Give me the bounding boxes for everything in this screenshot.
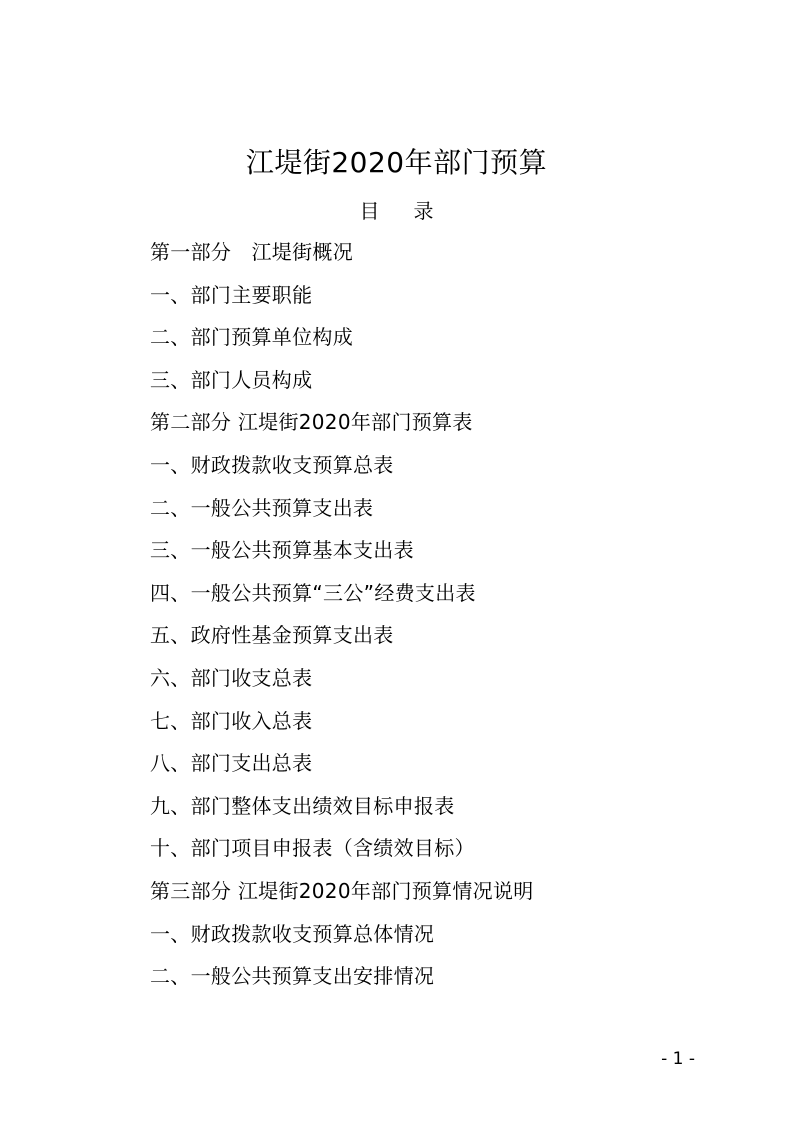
- toc-heading: [0, 197, 793, 225]
- toc-heading-right: 录: [413, 199, 434, 223]
- toc-part-1: 第一部分 江堤街概况: [150, 240, 353, 264]
- table-of-contents: [150, 236, 534, 1003]
- toc-item: 六、部门收支总表: [150, 665, 313, 690]
- toc-item: 一、部门主要职能: [150, 282, 313, 307]
- toc-item: 二、一般公共预算支出表: [150, 495, 374, 520]
- toc-item: 五、政府性基金预算支出表: [150, 623, 394, 648]
- toc-item: 七、部门收入总表: [150, 708, 313, 733]
- toc-item: 四、一般公共预算“三公”经费支出表: [150, 580, 476, 605]
- toc-item: 一、财政拨款收支预算总体情况: [150, 921, 435, 946]
- page-number: - 1 -: [661, 1049, 695, 1069]
- toc-part-2: 第二部分 江堤街2020年部门预算表: [150, 410, 473, 435]
- toc-item: 九、部门整体支出绩效目标申报表: [150, 793, 455, 818]
- toc-item: 三、部门人员构成: [150, 367, 313, 392]
- toc-item: 二、一般公共预算支出安排情况: [150, 964, 435, 989]
- toc-heading-left: 目: [359, 199, 380, 223]
- toc-item: 十、部门项目申报表（含绩效目标）: [150, 836, 475, 861]
- toc-item: 八、部门支出总表: [150, 751, 313, 776]
- toc-item: 一、财政拨款收支预算总表: [150, 452, 394, 477]
- toc-item: 二、部门预算单位构成: [150, 325, 353, 350]
- toc-part-3: 第三部分 江堤街2020年部门预算情况说明: [150, 878, 534, 903]
- toc-item: 三、一般公共预算基本支出表: [150, 538, 414, 563]
- document-title: 江堤街2020年部门预算: [245, 146, 548, 179]
